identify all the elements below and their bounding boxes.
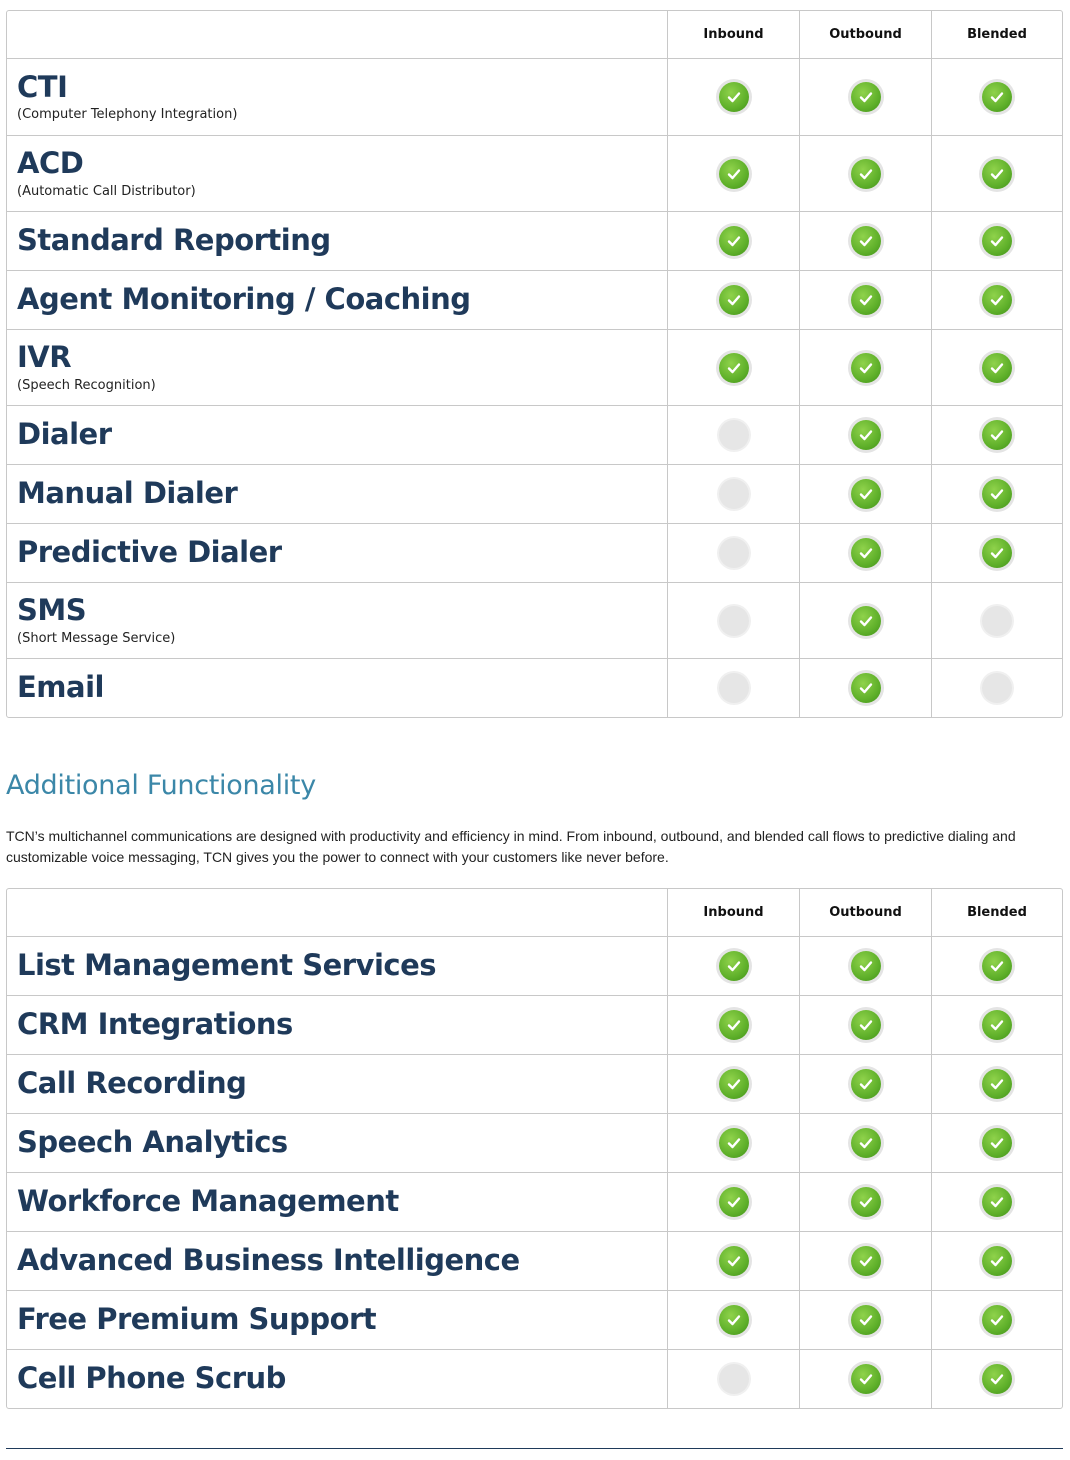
feature-name: Workforce Management	[17, 1184, 399, 1219]
feature-name: Email	[17, 670, 104, 705]
table-row	[7, 658, 1062, 717]
check-circle-icon	[982, 538, 1012, 568]
check-circle-icon	[851, 606, 881, 636]
check-circle-icon	[851, 1187, 881, 1217]
check-circle-icon	[851, 1305, 881, 1335]
availability-cell-blended	[931, 1114, 1062, 1172]
table-row	[7, 995, 1062, 1054]
empty-circle-icon	[982, 673, 1012, 703]
table-row	[7, 523, 1062, 582]
check-circle-icon	[719, 159, 749, 189]
check-circle-icon	[982, 479, 1012, 509]
check-circle-icon	[719, 1305, 749, 1335]
availability-cell-blended	[931, 271, 1062, 329]
availability-cell-blended	[931, 1173, 1062, 1231]
availability-cell-outbound	[799, 1291, 931, 1349]
feature-name: IVR	[17, 340, 72, 375]
check-circle-icon	[982, 226, 1012, 256]
availability-cell-outbound	[799, 406, 931, 464]
check-circle-icon	[851, 285, 881, 315]
table-row	[7, 405, 1062, 464]
feature-name: Free Premium Support	[17, 1302, 377, 1337]
check-circle-icon	[982, 82, 1012, 112]
feature-name: Cell Phone Scrub	[17, 1361, 286, 1396]
check-circle-icon	[982, 420, 1012, 450]
table-row	[7, 135, 1062, 211]
check-circle-icon	[851, 479, 881, 509]
feature-cell	[7, 465, 667, 523]
feature-cell	[7, 583, 667, 658]
feature-name: List Management Services	[17, 948, 437, 983]
table-header	[7, 11, 1062, 58]
column-header-outbound: Outbound	[799, 11, 931, 58]
feature-cell	[7, 406, 667, 464]
feature-subtitle: (Computer Telephony Integration)	[17, 107, 238, 123]
feature-cell	[7, 659, 667, 717]
check-circle-icon	[982, 1187, 1012, 1217]
check-circle-icon	[982, 1305, 1012, 1335]
check-circle-icon	[851, 538, 881, 568]
feature-cell	[7, 212, 667, 270]
check-circle-icon	[851, 951, 881, 981]
check-circle-icon	[851, 226, 881, 256]
feature-name: Standard Reporting	[17, 223, 331, 258]
availability-cell-outbound	[799, 465, 931, 523]
availability-cell-outbound	[799, 1350, 931, 1408]
check-circle-icon	[719, 353, 749, 383]
check-circle-icon	[719, 1128, 749, 1158]
availability-cell-blended	[931, 212, 1062, 270]
availability-cell-inbound	[667, 1232, 799, 1290]
feature-cell	[7, 330, 667, 405]
table-row	[7, 58, 1062, 135]
availability-cell-outbound	[799, 937, 931, 995]
empty-circle-icon	[719, 606, 749, 636]
availability-cell-outbound	[799, 1173, 931, 1231]
availability-cell-inbound	[667, 1055, 799, 1113]
check-circle-icon	[851, 1010, 881, 1040]
availability-cell-inbound	[667, 524, 799, 582]
check-circle-icon	[851, 1364, 881, 1394]
availability-cell-outbound	[799, 1055, 931, 1113]
feature-table-core	[6, 10, 1063, 718]
table-header	[7, 889, 1062, 936]
column-header-blended: Blended	[931, 889, 1062, 936]
empty-circle-icon	[719, 479, 749, 509]
feature-name: SMS	[17, 593, 87, 628]
check-circle-icon	[851, 673, 881, 703]
empty-circle-icon	[719, 1364, 749, 1394]
feature-name: Manual Dialer	[17, 476, 238, 511]
check-circle-icon	[719, 1010, 749, 1040]
empty-circle-icon	[719, 420, 749, 450]
feature-cell	[7, 1114, 667, 1172]
check-circle-icon	[851, 82, 881, 112]
feature-cell	[7, 1291, 667, 1349]
table-row	[7, 1054, 1062, 1113]
check-circle-icon	[851, 1128, 881, 1158]
table-row	[7, 270, 1062, 329]
feature-cell	[7, 524, 667, 582]
availability-cell-outbound	[799, 996, 931, 1054]
availability-cell-outbound	[799, 524, 931, 582]
column-header-inbound: Inbound	[667, 11, 799, 58]
check-circle-icon	[719, 1246, 749, 1276]
availability-cell-inbound	[667, 1291, 799, 1349]
feature-cell	[7, 1350, 667, 1408]
check-circle-icon	[982, 1069, 1012, 1099]
check-circle-icon	[982, 285, 1012, 315]
availability-cell-outbound	[799, 1232, 931, 1290]
availability-cell-blended	[931, 524, 1062, 582]
availability-cell-blended	[931, 937, 1062, 995]
availability-cell-blended	[931, 59, 1062, 135]
availability-cell-outbound	[799, 583, 931, 658]
feature-cell	[7, 136, 667, 211]
table-row	[7, 582, 1062, 658]
availability-cell-outbound	[799, 59, 931, 135]
feature-name: CTI	[17, 69, 68, 104]
table-row	[7, 936, 1062, 995]
feature-name: Advanced Business Intelligence	[17, 1243, 520, 1278]
feature-name: Call Recording	[17, 1066, 247, 1101]
header-blank-cell	[7, 11, 667, 58]
check-circle-icon	[982, 1246, 1012, 1276]
feature-name: CRM Integrations	[17, 1007, 293, 1042]
availability-cell-blended	[931, 659, 1062, 717]
feature-subtitle: (Short Message Service)	[17, 630, 176, 646]
feature-cell	[7, 1055, 667, 1113]
availability-cell-blended	[931, 465, 1062, 523]
feature-subtitle: (Speech Recognition)	[17, 377, 156, 393]
feature-cell	[7, 1232, 667, 1290]
header-blank-cell	[7, 889, 667, 936]
feature-cell	[7, 996, 667, 1054]
availability-cell-inbound	[667, 1350, 799, 1408]
availability-cell-inbound	[667, 212, 799, 270]
column-header-blended: Blended	[931, 11, 1062, 58]
availability-cell-inbound	[667, 937, 799, 995]
availability-cell-inbound	[667, 1114, 799, 1172]
availability-cell-blended	[931, 1055, 1062, 1113]
section-title: Additional Functionality	[6, 770, 316, 801]
check-circle-icon	[982, 951, 1012, 981]
availability-cell-blended	[931, 1291, 1062, 1349]
availability-cell-inbound	[667, 583, 799, 658]
feature-name: Agent Monitoring / Coaching	[17, 282, 471, 317]
check-circle-icon	[719, 1069, 749, 1099]
feature-name: Speech Analytics	[17, 1125, 288, 1160]
availability-cell-blended	[931, 330, 1062, 405]
availability-cell-blended	[931, 1232, 1062, 1290]
availability-cell-blended	[931, 1350, 1062, 1408]
check-circle-icon	[719, 226, 749, 256]
check-circle-icon	[851, 1069, 881, 1099]
check-circle-icon	[719, 285, 749, 315]
check-circle-icon	[719, 82, 749, 112]
empty-circle-icon	[982, 606, 1012, 636]
check-circle-icon	[851, 159, 881, 189]
column-header-inbound: Inbound	[667, 889, 799, 936]
availability-cell-outbound	[799, 136, 931, 211]
feature-name: Predictive Dialer	[17, 535, 282, 570]
divider	[6, 1448, 1063, 1449]
feature-name: ACD	[17, 146, 84, 181]
availability-cell-blended	[931, 583, 1062, 658]
availability-cell-inbound	[667, 996, 799, 1054]
availability-cell-inbound	[667, 465, 799, 523]
table-row	[7, 464, 1062, 523]
feature-cell	[7, 937, 667, 995]
availability-cell-blended	[931, 406, 1062, 464]
availability-cell-outbound	[799, 271, 931, 329]
check-circle-icon	[982, 1010, 1012, 1040]
table-row	[7, 329, 1062, 405]
availability-cell-blended	[931, 996, 1062, 1054]
table-row	[7, 1231, 1062, 1290]
table-row	[7, 1113, 1062, 1172]
check-circle-icon	[982, 1128, 1012, 1158]
feature-cell	[7, 271, 667, 329]
feature-table-additional	[6, 888, 1063, 1409]
availability-cell-outbound	[799, 659, 931, 717]
table-row	[7, 1172, 1062, 1231]
column-header-outbound: Outbound	[799, 889, 931, 936]
feature-name: Dialer	[17, 417, 112, 452]
check-circle-icon	[851, 1246, 881, 1276]
check-circle-icon	[851, 420, 881, 450]
availability-cell-blended	[931, 136, 1062, 211]
check-circle-icon	[982, 353, 1012, 383]
section-description: TCN’s multichannel communications are designed with productivity and efficiency in mind. From inbound, outbound, and blended call flows to predictive dialing and customizable voice messaging, TCN gives you the power to connect with your customers like never before.	[6, 828, 1016, 865]
availability-cell-inbound	[667, 59, 799, 135]
availability-cell-inbound	[667, 136, 799, 211]
availability-cell-inbound	[667, 1173, 799, 1231]
table-row	[7, 1349, 1062, 1408]
availability-cell-inbound	[667, 330, 799, 405]
check-circle-icon	[982, 159, 1012, 189]
table-row	[7, 211, 1062, 270]
availability-cell-inbound	[667, 659, 799, 717]
check-circle-icon	[719, 951, 749, 981]
table-row	[7, 1290, 1062, 1349]
availability-cell-outbound	[799, 330, 931, 405]
empty-circle-icon	[719, 673, 749, 703]
availability-cell-inbound	[667, 271, 799, 329]
check-circle-icon	[982, 1364, 1012, 1394]
check-circle-icon	[851, 353, 881, 383]
availability-cell-inbound	[667, 406, 799, 464]
check-circle-icon	[719, 1187, 749, 1217]
feature-subtitle: (Automatic Call Distributor)	[17, 183, 196, 199]
empty-circle-icon	[719, 538, 749, 568]
availability-cell-outbound	[799, 1114, 931, 1172]
feature-cell	[7, 1173, 667, 1231]
availability-cell-outbound	[799, 212, 931, 270]
feature-cell	[7, 59, 667, 135]
